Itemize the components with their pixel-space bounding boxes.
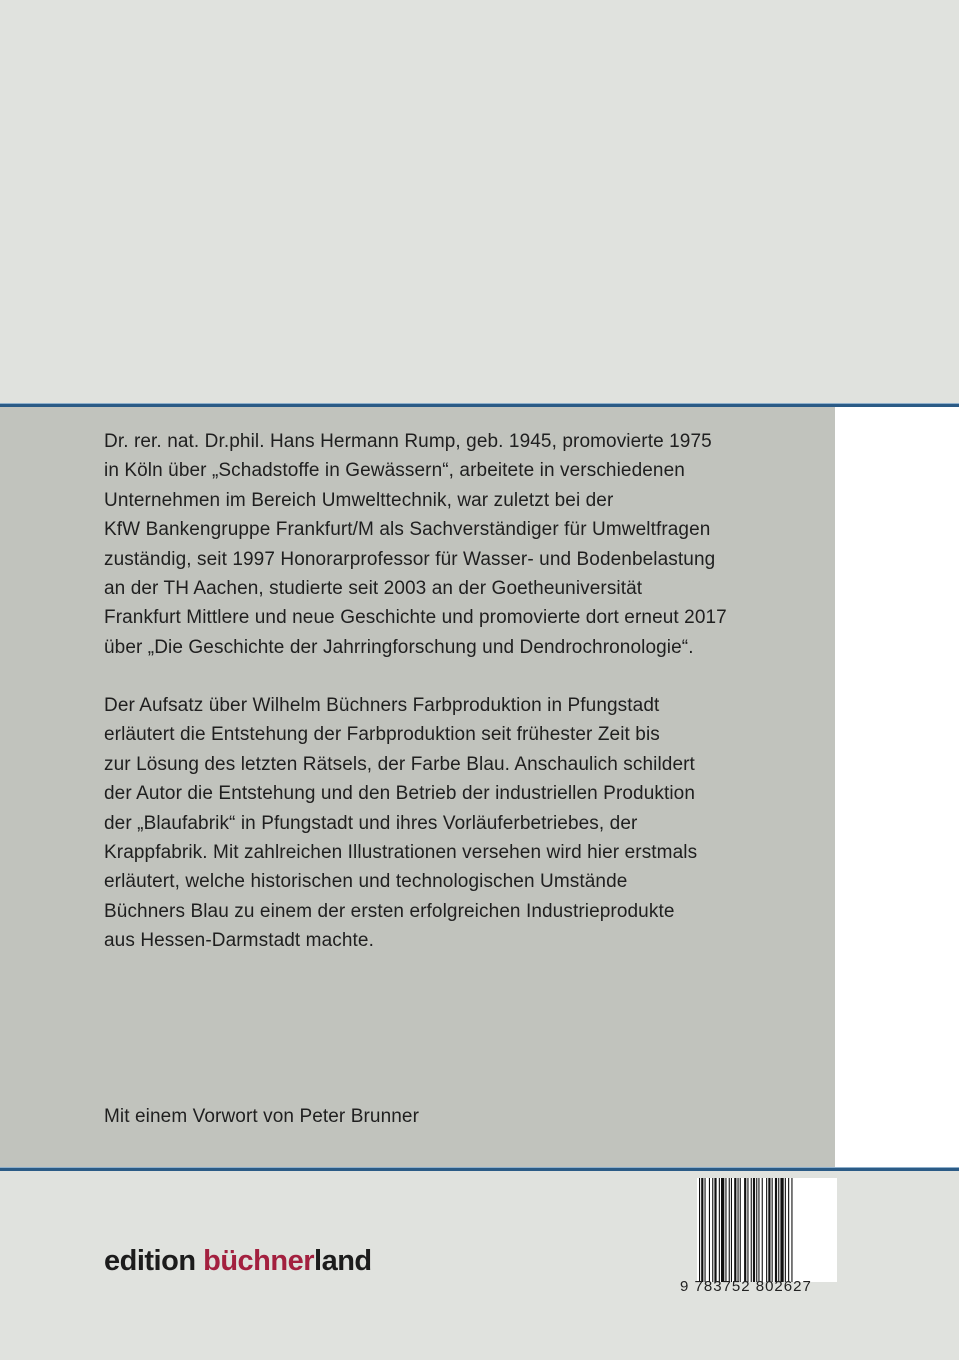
barcode-bar <box>772 1178 773 1282</box>
top-blank-area <box>0 0 959 403</box>
description-line: Büchners Blau zu einem der ersten erfolgreichen Industrieprodukte <box>104 900 675 922</box>
bio-line: Frankfurt Mittlere und neue Geschichte und promovierte dort erneut 2017 <box>104 607 727 629</box>
bio-line: über „Die Geschichte der Jahrringforschung und Dendrochronologie“. <box>104 636 694 658</box>
barcode-bar <box>738 1178 739 1282</box>
bio-line: KfW Bankengruppe Frankfurt/M als Sachverständiger für Umweltfragen <box>104 519 711 541</box>
barcode-bar <box>791 1178 792 1282</box>
barcode-bar <box>705 1178 706 1282</box>
logo-part-accent: büchner <box>203 1245 315 1277</box>
publisher-logo <box>104 1245 372 1278</box>
barcode-bar <box>721 1178 724 1282</box>
description-line: der Autor die Entstehung und den Betrieb der industriellen Produktion <box>104 783 696 805</box>
foreword-text: Mit einem Vorwort von Peter Brunner <box>104 1106 420 1127</box>
barcode-bar <box>768 1178 770 1282</box>
description-line: Krappfabrik. Mit zahlreichen Illustrationen versehen wird hier erstmals <box>104 842 698 864</box>
barcode-bar <box>778 1178 779 1282</box>
description-line: zur Lösung des letzten Rätsels, der Farbe Blau. Anschaulich schildert <box>104 753 695 775</box>
barcode-bar <box>701 1178 703 1282</box>
barcode-bar <box>699 1178 700 1282</box>
barcode-bar <box>751 1178 752 1282</box>
barcode-bar <box>714 1178 716 1282</box>
barcode-bar <box>719 1178 720 1282</box>
barcode-bar <box>766 1178 767 1282</box>
isbn-number: 9 783752 802627 <box>680 1278 812 1295</box>
barcode-bar <box>712 1178 713 1282</box>
barcode-bar <box>756 1178 757 1282</box>
barcode-bar <box>780 1178 783 1282</box>
barcode-bar <box>762 1178 763 1282</box>
barcode-bar <box>758 1178 759 1282</box>
author-bio <box>104 427 727 662</box>
barcode-bar <box>725 1178 726 1282</box>
description-line: der „Blaufabrik“ in Pfungstadt und ihres Vorläuferbetriebes, der <box>104 812 638 834</box>
barcode-bar <box>753 1178 755 1282</box>
barcode-bar <box>747 1178 748 1282</box>
white-strip <box>835 407 959 1168</box>
bio-line: Dr. rer. nat. Dr.phil. Hans Hermann Rump, geb. 1945, promovierte 1975 <box>104 431 712 452</box>
bio-line: zuständig, seit 1997 Honorarprofessor für Wasser- und Bodenbelastung <box>104 548 716 570</box>
barcode-bar <box>734 1178 736 1282</box>
bio-line: an der TH Aachen, studierte seit 2003 an der Goetheuniversität <box>104 578 643 600</box>
logo-part: edition <box>104 1245 204 1277</box>
barcode-bar <box>785 1178 786 1282</box>
description-line: erläutert die Entstehung der Farbproduktion seit frühester Zeit bis <box>104 724 660 746</box>
barcode-bar <box>731 1178 732 1282</box>
barcode-bar <box>729 1178 730 1282</box>
bottom-blue-rule <box>0 1167 959 1171</box>
foreword-note <box>104 1102 419 1131</box>
barcode-bar <box>709 1178 710 1282</box>
bio-line: Unternehmen im Bereich Umwelttechnik, war zuletzt bei der <box>104 489 614 511</box>
barcode-bar <box>775 1178 777 1282</box>
barcode-bar <box>788 1178 789 1282</box>
bio-line: in Köln über „Schadstoffe in Gewässern“, arbeitete in verschiedenen <box>104 460 685 482</box>
barcode-bar <box>740 1178 741 1282</box>
logo-part: land <box>314 1245 372 1277</box>
description-line: Der Aufsatz über Wilhelm Büchners Farbproduktion in Pfungstadt <box>104 695 660 716</box>
book-description <box>104 691 697 956</box>
description-line: erläutert, welche historischen und technologischen Umstände <box>104 871 628 893</box>
description-line: aus Hessen-Darmstadt machte. <box>104 930 374 952</box>
barcode-bar <box>744 1178 746 1282</box>
isbn-barcode <box>697 1178 837 1282</box>
